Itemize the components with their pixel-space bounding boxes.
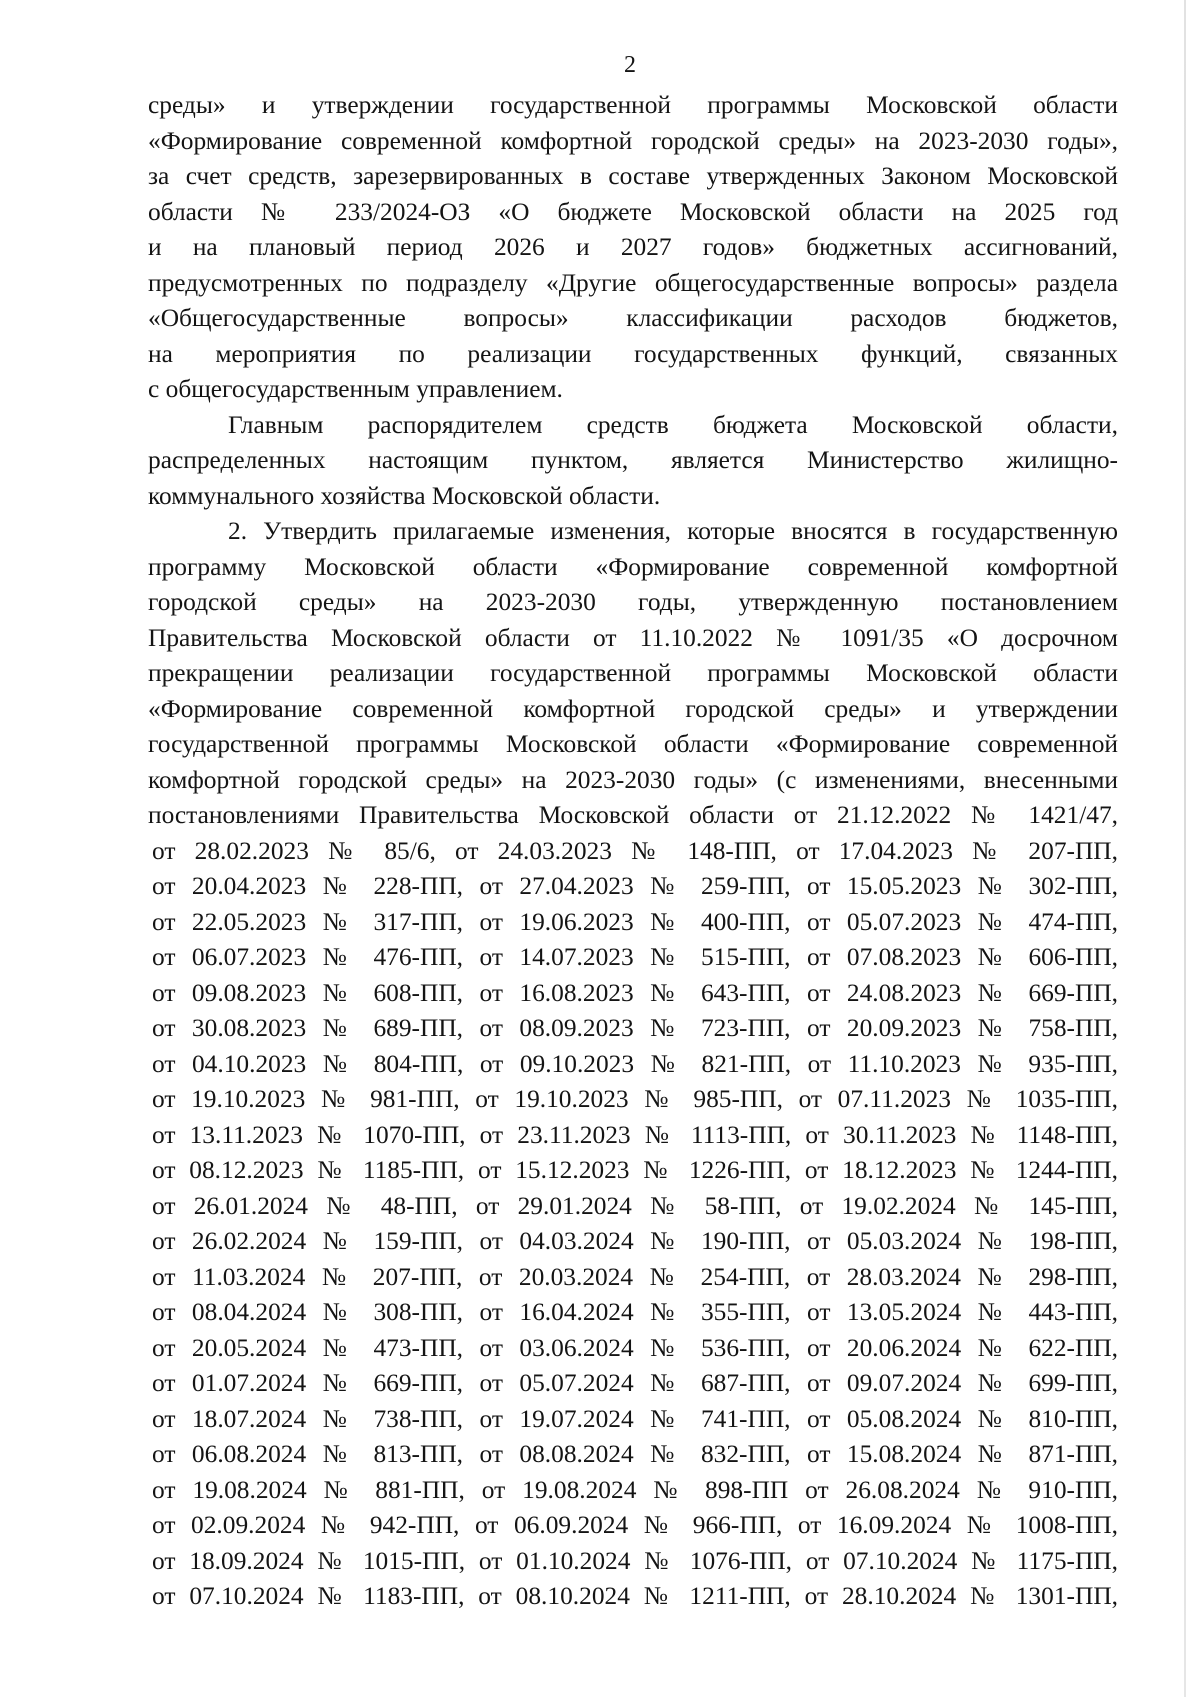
page-number: 2 xyxy=(624,52,636,78)
text-line: коммунального хозяйства Московской области. xyxy=(148,481,661,510)
text-line: от 20.04.2023 № 228-ПП, от 27.04.2023 № 259-ПП, от 15.05.2023 № 302-ПП, xyxy=(152,872,1118,900)
paragraph xyxy=(148,514,1118,1615)
text-line: от 02.09.2024 № 942-ПП, от 06.09.2024 № 966-ПП, от 16.09.2024 № 1008-ПП, xyxy=(152,1511,1118,1539)
text-line: от 08.12.2023 № 1185-ПП, от 15.12.2023 № 1226-ПП, от 18.12.2023 № 1244-ПП, xyxy=(152,1156,1118,1184)
text-line: от 06.08.2024 № 813-ПП, от 08.08.2024 № 832-ПП, от 15.08.2024 № 871-ПП, xyxy=(152,1440,1118,1468)
paragraph xyxy=(148,88,1118,408)
text-line: от 26.01.2024 № 48-ПП, от 29.01.2024 № 58-ПП, от 19.02.2024 № 145-ПП, xyxy=(152,1191,1118,1220)
text-line: 2. Утвердить прилагаемые изменения, которые вносятся в государственную xyxy=(228,517,1118,545)
scan-edge-line xyxy=(1184,0,1186,1697)
text-line: от 13.11.2023 № 1070-ПП, от 23.11.2023 № 1113-ПП, от 30.11.2023 № 1148-ПП, xyxy=(152,1120,1118,1149)
text-line: распределенных настоящим пунктом, является Министерство жилищно- xyxy=(148,446,1118,474)
text-line: от 06.07.2023 № 476-ПП, от 14.07.2023 № 515-ПП, от 07.08.2023 № 606-ПП, xyxy=(152,943,1118,971)
text-line: среды» и утверждении государственной программы Московской области xyxy=(148,91,1118,119)
text-line: государственной программы Московской области «Формирование современной xyxy=(148,730,1118,758)
text-line: от 19.08.2024 № 881-ПП, от 19.08.2024 № 898-ПП от 26.08.2024 № 910-ПП, xyxy=(152,1475,1118,1504)
text-line: от 22.05.2023 № 317-ПП, от 19.06.2023 № 400-ПП, от 05.07.2023 № 474-ПП, xyxy=(152,907,1118,936)
paragraph xyxy=(148,408,1118,515)
text-line: за счет средств, зарезервированных в составе утвержденных Законом Московской xyxy=(148,162,1118,190)
text-line: с общегосударственным управлением. xyxy=(148,375,563,403)
text-line: от 19.10.2023 № 981-ПП, от 19.10.2023 № 985-ПП, от 07.11.2023 № 1035-ПП, xyxy=(152,1085,1118,1113)
text-line: предусмотренных по подразделу «Другие общегосударственные вопросы» раздела xyxy=(148,268,1118,297)
text-line: городской среды» на 2023-2030 годы, утвержденную постановлением xyxy=(148,588,1118,616)
text-line: и на плановый период 2026 и 2027 годов» бюджетных ассигнований, xyxy=(148,233,1118,261)
text-line: Главным распорядителем средств бюджета Московской области, xyxy=(228,410,1118,439)
text-line: программу Московской области «Формирование современной комфортной xyxy=(148,552,1118,581)
text-line: от 30.08.2023 № 689-ПП, от 08.09.2023 № 723-ПП, от 20.09.2023 № 758-ПП, xyxy=(152,1014,1118,1042)
text-line: от 01.07.2024 № 669-ПП, от 05.07.2024 № 687-ПП, от 09.07.2024 № 699-ПП, xyxy=(152,1369,1118,1397)
text-line: комфортной городской среды» на 2023-2030 годы» (с изменениями, внесенными xyxy=(148,765,1118,794)
text-line: от 20.05.2024 № 473-ПП, от 03.06.2024 № 536-ПП, от 20.06.2024 № 622-ПП, xyxy=(152,1333,1118,1362)
text-line: от 04.10.2023 № 804-ПП, от 09.10.2023 № 821-ПП, от 11.10.2023 № 935-ПП, xyxy=(152,1049,1118,1078)
text-line: от 11.03.2024 № 207-ПП, от 20.03.2024 № 254-ПП, от 28.03.2024 № 298-ПП, xyxy=(152,1262,1118,1291)
text-line: Правительства Московской области от 11.10.2022 № 1091/35 «О досрочном xyxy=(148,623,1118,652)
text-line: от 08.04.2024 № 308-ПП, от 16.04.2024 № 355-ПП, от 13.05.2024 № 443-ПП, xyxy=(152,1298,1118,1326)
text-line: от 26.02.2024 № 159-ПП, от 04.03.2024 № 190-ПП, от 05.03.2024 № 198-ПП, xyxy=(152,1227,1118,1255)
text-line: «Формирование современной комфортной городской среды» на 2023-2030 годы», xyxy=(148,126,1118,155)
text-line: «Формирование современной комфортной городской среды» и утверждении xyxy=(148,694,1118,723)
text-line: от 18.09.2024 № 1015-ПП, от 01.10.2024 № 1076-ПП, от 07.10.2024 № 1175-ПП, xyxy=(152,1546,1118,1575)
text-line: области № 233/2024-ОЗ «О бюджете Московской области на 2025 год xyxy=(148,197,1118,226)
text-line: от 09.08.2023 № 608-ПП, от 16.08.2023 № 643-ПП, от 24.08.2023 № 669-ПП, xyxy=(152,978,1118,1007)
text-line: постановлениями Правительства Московской области от 21.12.2022 № 1421/47, xyxy=(148,801,1118,829)
text-line: от 28.02.2023 № 85/6, от 24.03.2023 № 148-ПП, от 17.04.2023 № 207-ПП, xyxy=(152,836,1118,865)
document-body xyxy=(148,88,1118,1615)
text-line: «Общегосударственные вопросы» классификации расходов бюджетов, xyxy=(148,304,1118,332)
text-line: от 18.07.2024 № 738-ПП, от 19.07.2024 № 741-ПП, от 05.08.2024 № 810-ПП, xyxy=(152,1404,1118,1433)
text-line: на мероприятия по реализации государственных функций, связанных xyxy=(148,339,1118,368)
text-line: от 07.10.2024 № 1183-ПП, от 08.10.2024 № 1211-ПП, от 28.10.2024 № 1301-ПП, xyxy=(152,1582,1118,1610)
text-line: прекращении реализации государственной программы Московской области xyxy=(148,659,1118,687)
